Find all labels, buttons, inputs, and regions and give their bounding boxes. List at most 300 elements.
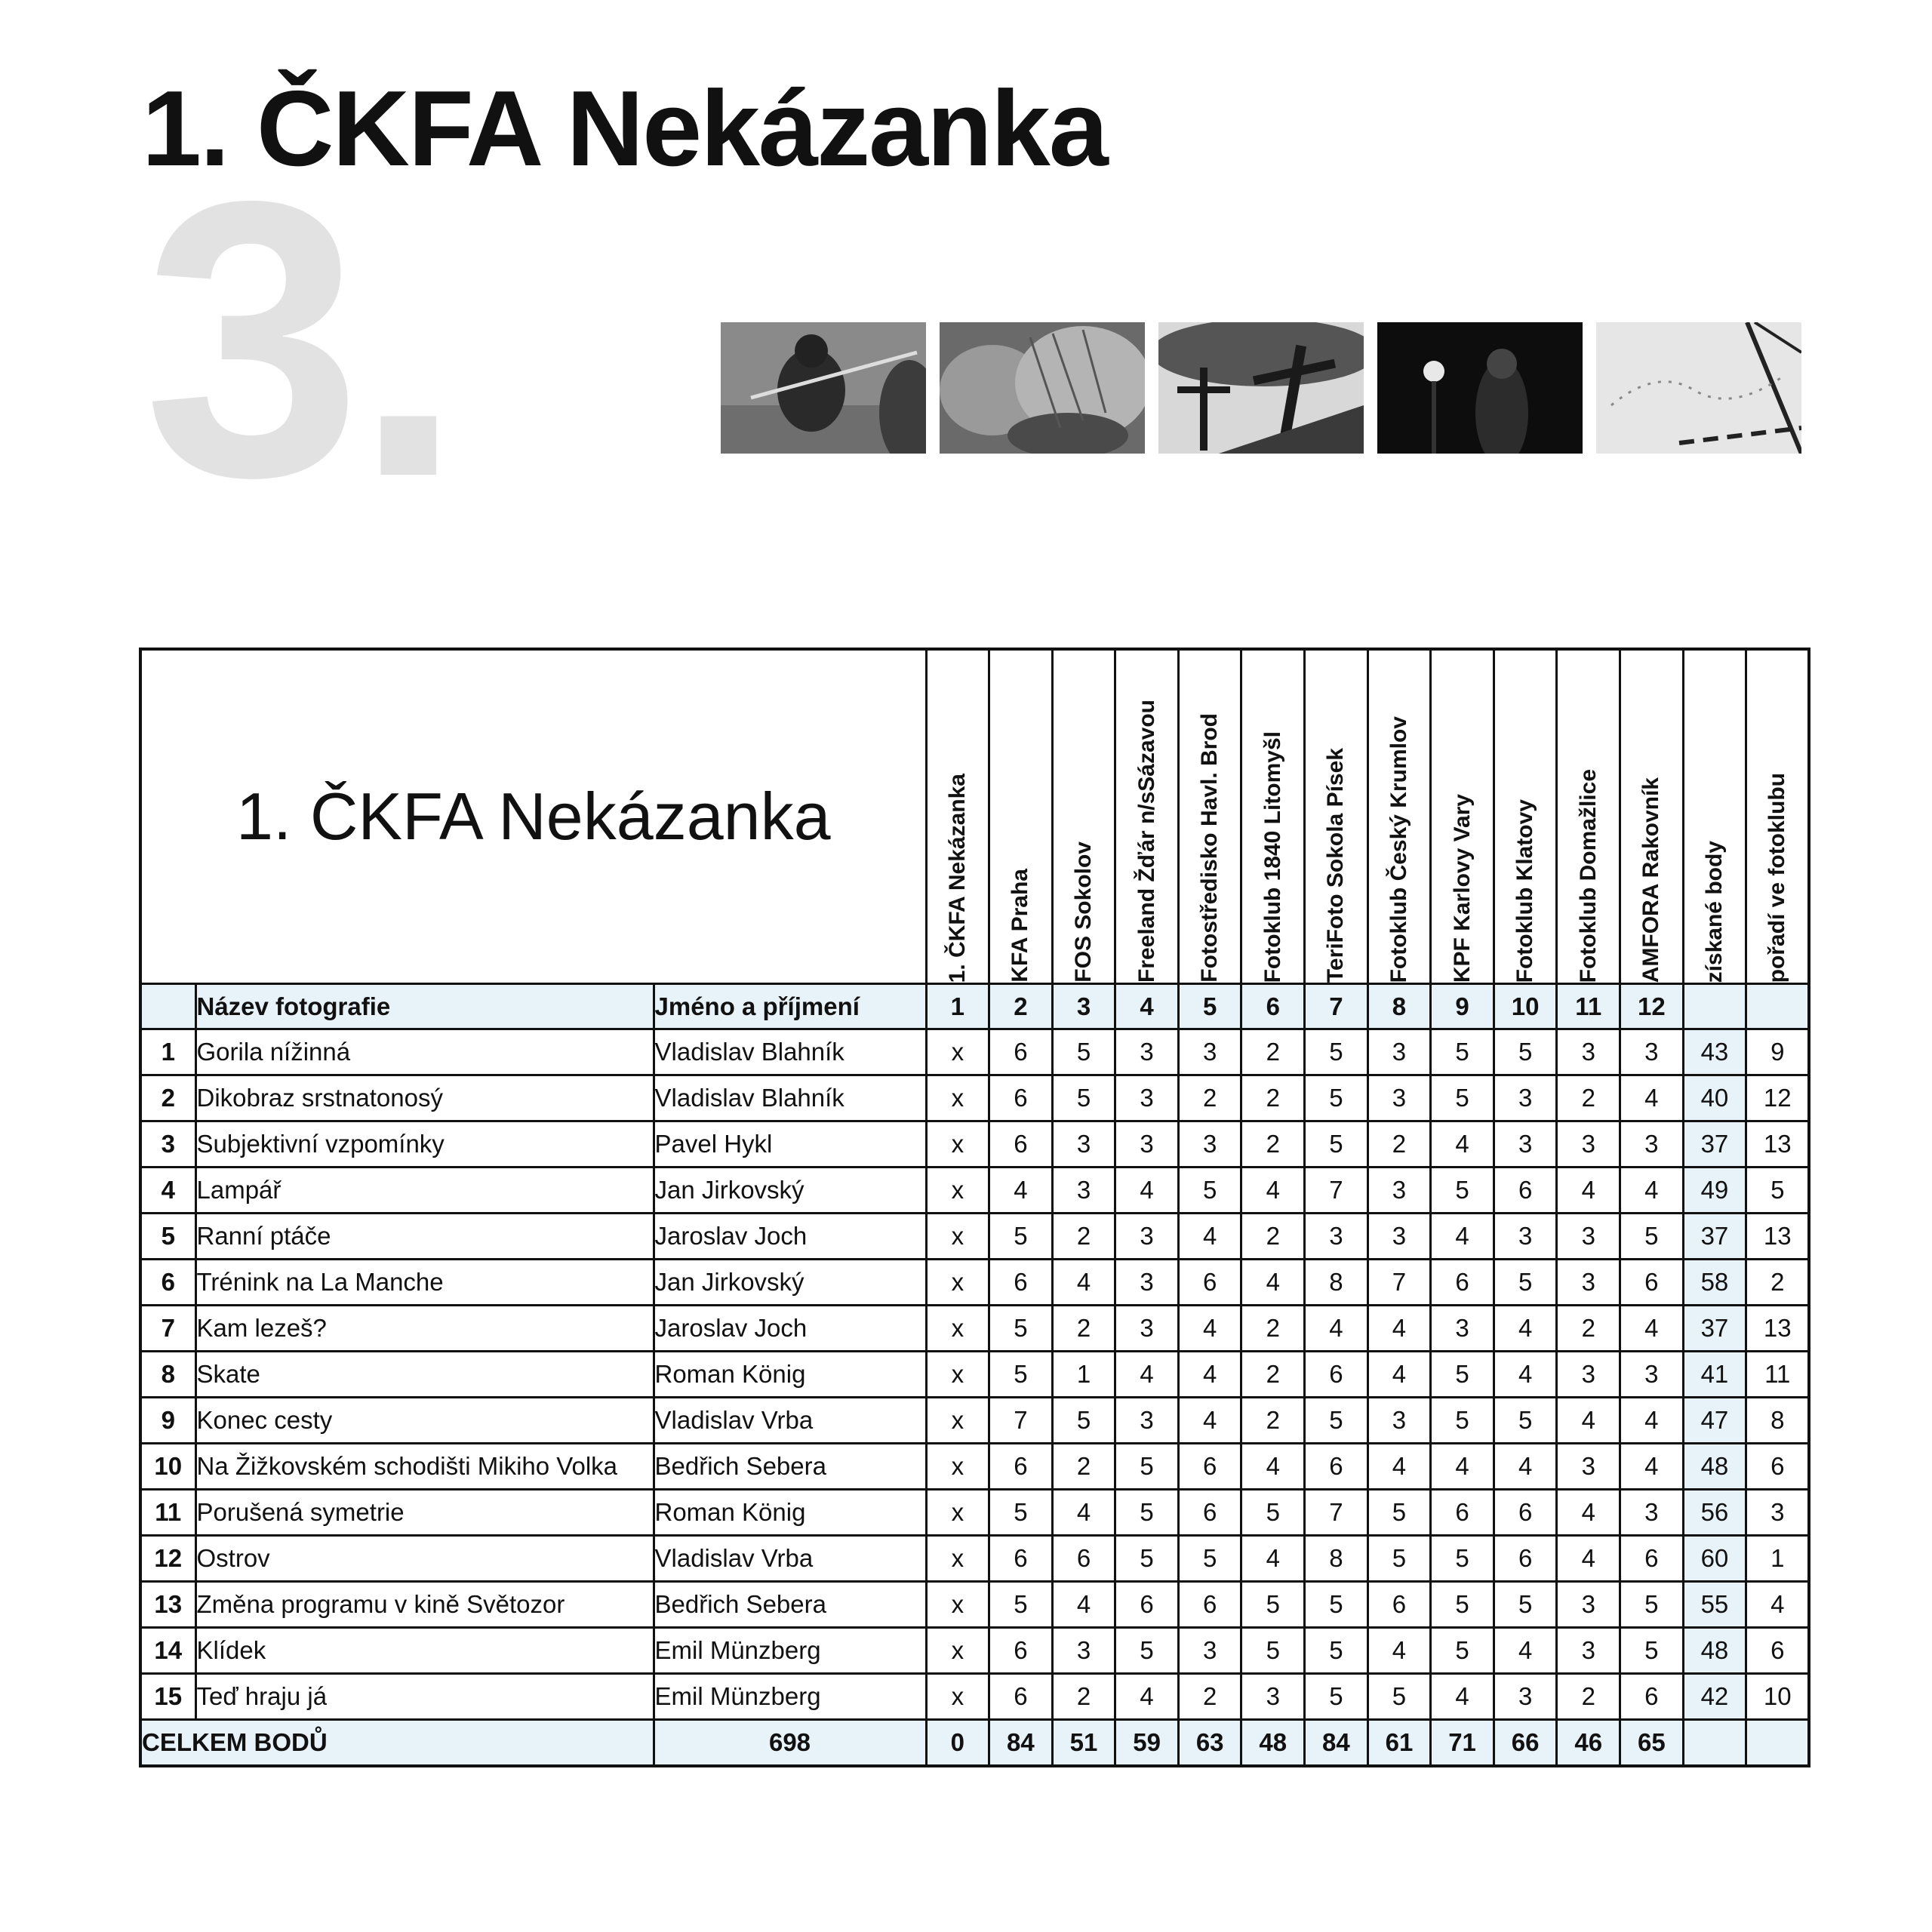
table-row [140, 1674, 1809, 1720]
score-cell: 6 [989, 1536, 1053, 1582]
row-rank: 8 [1746, 1398, 1810, 1444]
author-name: Pavel Hykl [654, 1121, 926, 1168]
gorilla-photo-icon [721, 322, 926, 454]
grand-total: 698 [654, 1720, 926, 1767]
score-cell: 4 [1115, 1352, 1179, 1398]
score-cell: 4 [1620, 1444, 1684, 1490]
col-num: 1 [926, 984, 989, 1029]
lamplighter-photo-icon [1377, 322, 1583, 454]
col-num: 8 [1367, 984, 1431, 1029]
score-cell: 6 [989, 1075, 1053, 1121]
score-cell: 6 [1178, 1582, 1241, 1628]
score-cell: 4 [989, 1168, 1053, 1214]
score-cell: 2 [1557, 1674, 1620, 1720]
row-total: 37 [1683, 1214, 1746, 1260]
score-cell: x [926, 1582, 989, 1628]
score-cell: 6 [1431, 1260, 1494, 1306]
club-head-5: Fotostředisko Havl. Brod [1178, 649, 1241, 984]
photo-title: Na Žižkovském schodišti Mikiho Volka [195, 1444, 654, 1490]
score-cell: x [926, 1260, 989, 1306]
row-total: 48 [1683, 1628, 1746, 1674]
score-cell: 3 [1115, 1029, 1179, 1075]
table-row [140, 1168, 1809, 1214]
score-cell: 4 [1494, 1444, 1557, 1490]
author-name: Vladislav Vrba [654, 1398, 926, 1444]
author-name: Jan Jirkovský [654, 1260, 926, 1306]
row-rank: 9 [1746, 1029, 1810, 1075]
score-cell: x [926, 1674, 989, 1720]
author-name: Roman König [654, 1490, 926, 1536]
snow-tracks-photo-icon [1596, 322, 1801, 454]
score-cell: 2 [1241, 1029, 1305, 1075]
score-cell: 4 [1052, 1260, 1115, 1306]
score-cell: x [926, 1306, 989, 1352]
score-cell: x [926, 1352, 989, 1398]
score-cell: 2 [1241, 1398, 1305, 1444]
score-cell: 2 [1241, 1075, 1305, 1121]
row-number: 5 [140, 1214, 195, 1260]
score-cell: 5 [1620, 1582, 1684, 1628]
rank-numeral: 3. [143, 120, 456, 558]
club-total: 84 [1305, 1720, 1368, 1767]
col-num: 10 [1494, 984, 1557, 1029]
row-rank: 12 [1746, 1075, 1810, 1121]
score-cell: 3 [1620, 1029, 1684, 1075]
photo-title: Skate [195, 1352, 654, 1398]
score-cell: 5 [1494, 1398, 1557, 1444]
score-cell: 6 [989, 1121, 1053, 1168]
author-name: Vladislav Blahník [654, 1075, 926, 1121]
score-cell: 2 [1178, 1674, 1241, 1720]
photo-title: Subjektivní vzpomínky [195, 1121, 654, 1168]
score-cell: 2 [1557, 1306, 1620, 1352]
score-cell: 4 [1052, 1582, 1115, 1628]
row-number: 8 [140, 1352, 195, 1398]
score-cell: 4 [1620, 1306, 1684, 1352]
score-cell: 5 [1431, 1168, 1494, 1214]
score-cell: 5 [1494, 1029, 1557, 1075]
score-cell: 3 [1557, 1029, 1620, 1075]
club-head-10: Fotoklub Klatovy [1494, 649, 1557, 984]
photo-title: Ostrov [195, 1536, 654, 1582]
score-cell: 4 [1557, 1398, 1620, 1444]
score-cell: 5 [1431, 1628, 1494, 1674]
score-cell: 6 [989, 1444, 1053, 1490]
score-cell: x [926, 1536, 989, 1582]
score-cell: 6 [989, 1029, 1053, 1075]
score-cell: 5 [989, 1352, 1053, 1398]
score-cell: 4 [1115, 1168, 1179, 1214]
score-cell: 7 [1305, 1168, 1368, 1214]
club-title: 1. ČKFA Nekázanka [140, 649, 926, 984]
table-row [140, 1536, 1809, 1582]
page-title: 1. ČKFA Nekázanka [142, 69, 1107, 189]
score-cell: 5 [1620, 1214, 1684, 1260]
score-cell: 5 [1115, 1444, 1179, 1490]
score-cell: 3 [1367, 1214, 1431, 1260]
score-cell: 5 [1431, 1029, 1494, 1075]
club-head-1: 1. ČKFA Nekázanka [926, 649, 989, 984]
score-cell: 3 [1305, 1214, 1368, 1260]
score-cell: 3 [1115, 1121, 1179, 1168]
score-cell: 4 [1557, 1490, 1620, 1536]
score-cell: 4 [1241, 1260, 1305, 1306]
score-cell: 5 [989, 1582, 1053, 1628]
row-number: 13 [140, 1582, 195, 1628]
score-cell: 3 [1494, 1674, 1557, 1720]
col-num: 11 [1557, 984, 1620, 1029]
score-cell: 2 [1367, 1121, 1431, 1168]
score-cell: 8 [1305, 1260, 1368, 1306]
club-head-8: Fotoklub Český Krumlov [1367, 649, 1431, 984]
author-name: Emil Münzberg [654, 1628, 926, 1674]
row-total: 60 [1683, 1536, 1746, 1582]
row-number: 14 [140, 1628, 195, 1674]
col-num: 4 [1115, 984, 1179, 1029]
score-cell: 5 [1052, 1398, 1115, 1444]
score-cell: 3 [1620, 1352, 1684, 1398]
score-cell: 2 [1241, 1352, 1305, 1398]
score-cell: 4 [1115, 1674, 1179, 1720]
score-cell: 3 [1494, 1121, 1557, 1168]
table-row [140, 1214, 1809, 1260]
col-photo-label: Název fotografie [195, 984, 654, 1029]
score-cell: 3 [1620, 1490, 1684, 1536]
points-head: získané body [1683, 649, 1746, 984]
table-body [140, 1029, 1809, 1720]
row-rank: 5 [1746, 1168, 1810, 1214]
photo-title: Lampář [195, 1168, 654, 1214]
author-name: Jaroslav Joch [654, 1214, 926, 1260]
score-cell: 5 [1305, 1674, 1368, 1720]
score-cell: 3 [1115, 1398, 1179, 1444]
score-cell: x [926, 1490, 989, 1536]
col-num: 6 [1241, 984, 1305, 1029]
score-cell: 5 [1241, 1490, 1305, 1536]
photo-title: Teď hraju já [195, 1674, 654, 1720]
score-cell: 4 [1305, 1306, 1368, 1352]
score-cell: x [926, 1214, 989, 1260]
table-row [140, 1352, 1809, 1398]
photo-title: Konec cesty [195, 1398, 654, 1444]
table-row [140, 1582, 1809, 1628]
score-cell: 6 [1178, 1444, 1241, 1490]
score-cell: 4 [1367, 1628, 1431, 1674]
score-cell: 2 [1241, 1121, 1305, 1168]
table-row [140, 1444, 1809, 1490]
col-num: 7 [1305, 984, 1368, 1029]
column-number-row [140, 984, 1809, 1029]
club-total: 84 [989, 1720, 1053, 1767]
score-cell: 7 [1367, 1260, 1431, 1306]
table-row [140, 1121, 1809, 1168]
author-name: Bedřich Sebera [654, 1444, 926, 1490]
col-num: 12 [1620, 984, 1684, 1029]
score-cell: 6 [1178, 1260, 1241, 1306]
score-cell: 6 [1305, 1352, 1368, 1398]
row-total: 56 [1683, 1490, 1746, 1536]
score-cell: 5 [1494, 1260, 1557, 1306]
score-cell: 6 [1052, 1536, 1115, 1582]
score-cell: 6 [989, 1628, 1053, 1674]
score-cell: 3 [1367, 1398, 1431, 1444]
score-cell: 6 [1620, 1536, 1684, 1582]
score-cell: 4 [1367, 1306, 1431, 1352]
score-cell: 3 [1557, 1260, 1620, 1306]
thumb-porcupine [940, 322, 1145, 454]
score-cell: 5 [989, 1214, 1053, 1260]
score-cell: 3 [1052, 1121, 1115, 1168]
score-cell: 2 [1052, 1444, 1115, 1490]
score-cell: 3 [1557, 1352, 1620, 1398]
row-total: 42 [1683, 1674, 1746, 1720]
blank-cell [1683, 984, 1746, 1029]
club-total: 0 [926, 1720, 989, 1767]
score-cell: 5 [1494, 1582, 1557, 1628]
score-cell: 3 [1178, 1121, 1241, 1168]
score-cell: x [926, 1444, 989, 1490]
table-row [140, 1075, 1809, 1121]
score-cell: 5 [1620, 1628, 1684, 1674]
blank-cell [1746, 1720, 1810, 1767]
score-cell: 5 [1115, 1536, 1179, 1582]
row-total: 37 [1683, 1121, 1746, 1168]
score-cell: 4 [1052, 1490, 1115, 1536]
score-cell: 3 [1557, 1214, 1620, 1260]
author-name: Jaroslav Joch [654, 1306, 926, 1352]
score-cell: 6 [1367, 1582, 1431, 1628]
score-cell: x [926, 1029, 989, 1075]
row-total: 49 [1683, 1168, 1746, 1214]
club-head-3: FOS Sokolov [1052, 649, 1115, 984]
club-total: 65 [1620, 1720, 1684, 1767]
thumb-crosses [1158, 322, 1364, 454]
row-total: 48 [1683, 1444, 1746, 1490]
porcupine-photo-icon [940, 322, 1145, 454]
score-cell: 3 [1052, 1168, 1115, 1214]
table-row [140, 1029, 1809, 1075]
row-total: 40 [1683, 1075, 1746, 1121]
score-cell: 5 [1431, 1398, 1494, 1444]
score-cell: 5 [1305, 1075, 1368, 1121]
score-cell: 3 [1557, 1121, 1620, 1168]
club-total: 51 [1052, 1720, 1115, 1767]
score-cell: 7 [989, 1398, 1053, 1444]
score-cell: 4 [1620, 1168, 1684, 1214]
score-cell: 6 [1494, 1536, 1557, 1582]
score-cell: 5 [1367, 1536, 1431, 1582]
score-cell: 4 [1557, 1536, 1620, 1582]
row-number: 11 [140, 1490, 195, 1536]
club-head-12: AMFORA Rakovník [1620, 649, 1684, 984]
score-cell: 5 [1367, 1490, 1431, 1536]
row-rank: 6 [1746, 1444, 1810, 1490]
score-cell: 4 [1431, 1674, 1494, 1720]
col-author-label: Jméno a příjmení [654, 984, 926, 1029]
score-cell: 5 [1241, 1582, 1305, 1628]
score-cell: x [926, 1398, 989, 1444]
club-header-row [140, 649, 1809, 984]
table-row [140, 1260, 1809, 1306]
author-name: Vladislav Blahník [654, 1029, 926, 1075]
score-cell: 3 [1431, 1306, 1494, 1352]
row-number: 2 [140, 1075, 195, 1121]
row-total: 43 [1683, 1029, 1746, 1075]
score-cell: 4 [1494, 1306, 1557, 1352]
score-cell: 5 [1305, 1029, 1368, 1075]
score-cell: 6 [1620, 1674, 1684, 1720]
club-head-4: Freeland Žďár n/sSázavou [1115, 649, 1179, 984]
row-total: 37 [1683, 1306, 1746, 1352]
score-cell: 5 [1052, 1029, 1115, 1075]
score-cell: 4 [1494, 1352, 1557, 1398]
score-cell: 3 [1494, 1214, 1557, 1260]
row-rank: 13 [1746, 1214, 1810, 1260]
score-cell: 3 [1115, 1075, 1179, 1121]
score-cell: 3 [1178, 1029, 1241, 1075]
score-cell: 4 [1620, 1075, 1684, 1121]
table-row [140, 1628, 1809, 1674]
photo-title: Dikobraz srstnatonosý [195, 1075, 654, 1121]
club-total: 63 [1178, 1720, 1241, 1767]
score-cell: 5 [989, 1490, 1053, 1536]
club-total: 61 [1367, 1720, 1431, 1767]
row-total: 41 [1683, 1352, 1746, 1398]
thumb-lamplighter [1377, 322, 1583, 454]
row-number: 12 [140, 1536, 195, 1582]
score-cell: 4 [1178, 1214, 1241, 1260]
row-number: 4 [140, 1168, 195, 1214]
author-name: Emil Münzberg [654, 1674, 926, 1720]
score-cell: 6 [1494, 1168, 1557, 1214]
score-cell: 5 [1115, 1490, 1179, 1536]
col-num: 5 [1178, 984, 1241, 1029]
score-cell: 4 [1241, 1536, 1305, 1582]
score-cell: 3 [1367, 1029, 1431, 1075]
score-cell: 6 [989, 1674, 1053, 1720]
score-cell: 3 [1115, 1260, 1179, 1306]
score-cell: 3 [1367, 1168, 1431, 1214]
score-cell: 6 [1115, 1582, 1179, 1628]
score-cell: 2 [1178, 1075, 1241, 1121]
author-name: Bedřich Sebera [654, 1582, 926, 1628]
club-head-2: KFA Praha [989, 649, 1053, 984]
row-rank: 13 [1746, 1306, 1810, 1352]
score-cell: 5 [1305, 1398, 1368, 1444]
row-number: 10 [140, 1444, 195, 1490]
score-cell: 6 [1305, 1444, 1368, 1490]
row-number: 6 [140, 1260, 195, 1306]
author-name: Roman König [654, 1352, 926, 1398]
score-cell: 4 [1557, 1168, 1620, 1214]
score-cell: 5 [1305, 1121, 1368, 1168]
row-number: 1 [140, 1029, 195, 1075]
row-number: 3 [140, 1121, 195, 1168]
club-total: 59 [1115, 1720, 1179, 1767]
row-rank: 6 [1746, 1628, 1810, 1674]
score-cell: 4 [1367, 1444, 1431, 1490]
score-cell: 2 [1241, 1306, 1305, 1352]
photo-title: Ranní ptáče [195, 1214, 654, 1260]
score-cell: 5 [1367, 1674, 1431, 1720]
row-rank: 2 [1746, 1260, 1810, 1306]
score-cell: 3 [1557, 1582, 1620, 1628]
score-cell: 6 [1494, 1490, 1557, 1536]
row-rank: 3 [1746, 1490, 1810, 1536]
score-cell: 4 [1620, 1398, 1684, 1444]
row-rank: 4 [1746, 1582, 1810, 1628]
club-total: 48 [1241, 1720, 1305, 1767]
score-cell: x [926, 1628, 989, 1674]
score-table [139, 648, 1810, 1767]
score-cell: 3 [1557, 1444, 1620, 1490]
score-cell: 3 [1557, 1628, 1620, 1674]
score-cell: 4 [1178, 1306, 1241, 1352]
photo-title: Gorila nížinná [195, 1029, 654, 1075]
thumb-snow [1596, 322, 1801, 454]
score-cell: 5 [1115, 1628, 1179, 1674]
score-cell: 4 [1178, 1398, 1241, 1444]
club-total: 66 [1494, 1720, 1557, 1767]
row-number: 9 [140, 1398, 195, 1444]
score-cell: 5 [1241, 1628, 1305, 1674]
blank-cell [140, 984, 195, 1029]
score-cell: 5 [1305, 1628, 1368, 1674]
photo-title: Změna programu v kině Světozor [195, 1582, 654, 1628]
score-cell: 2 [1241, 1214, 1305, 1260]
col-num: 3 [1052, 984, 1115, 1029]
table-row [140, 1398, 1809, 1444]
score-cell: 5 [1431, 1075, 1494, 1121]
score-cell: 4 [1367, 1352, 1431, 1398]
score-cell: 4 [1241, 1168, 1305, 1214]
blank-cell [1746, 984, 1810, 1029]
score-cell: 2 [1052, 1674, 1115, 1720]
club-head-6: Fotoklub 1840 Litomyšl [1241, 649, 1305, 984]
score-cell: x [926, 1075, 989, 1121]
score-cell: 3 [1115, 1214, 1179, 1260]
score-cell: 4 [1431, 1444, 1494, 1490]
club-head-11: Fotoklub Domažlice [1557, 649, 1620, 984]
score-cell: 3 [1052, 1628, 1115, 1674]
club-head-7: TeriFoto Sokola Písek [1305, 649, 1368, 984]
score-cell: 4 [1431, 1121, 1494, 1168]
author-name: Vladislav Vrba [654, 1536, 926, 1582]
photo-title: Porušená symetrie [195, 1490, 654, 1536]
photo-title: Kam lezeš? [195, 1306, 654, 1352]
score-cell: 4 [1241, 1444, 1305, 1490]
score-cell: x [926, 1168, 989, 1214]
score-cell: 7 [1305, 1490, 1368, 1536]
score-cell: 5 [1431, 1536, 1494, 1582]
score-cell: 5 [1052, 1075, 1115, 1121]
thumb-gorilla [721, 322, 926, 454]
score-cell: 5 [1431, 1582, 1494, 1628]
row-rank: 1 [1746, 1536, 1810, 1582]
score-cell: 4 [1178, 1352, 1241, 1398]
photo-title: Trénink na La Manche [195, 1260, 654, 1306]
score-cell: 3 [1367, 1075, 1431, 1121]
score-cell: 4 [1431, 1214, 1494, 1260]
crosses-photo-icon [1158, 322, 1364, 454]
col-num: 2 [989, 984, 1053, 1029]
total-row [140, 1720, 1809, 1767]
club-total: 46 [1557, 1720, 1620, 1767]
club-total: 71 [1431, 1720, 1494, 1767]
score-cell: 5 [989, 1306, 1053, 1352]
score-cell: 4 [1494, 1628, 1557, 1674]
row-rank: 13 [1746, 1121, 1810, 1168]
